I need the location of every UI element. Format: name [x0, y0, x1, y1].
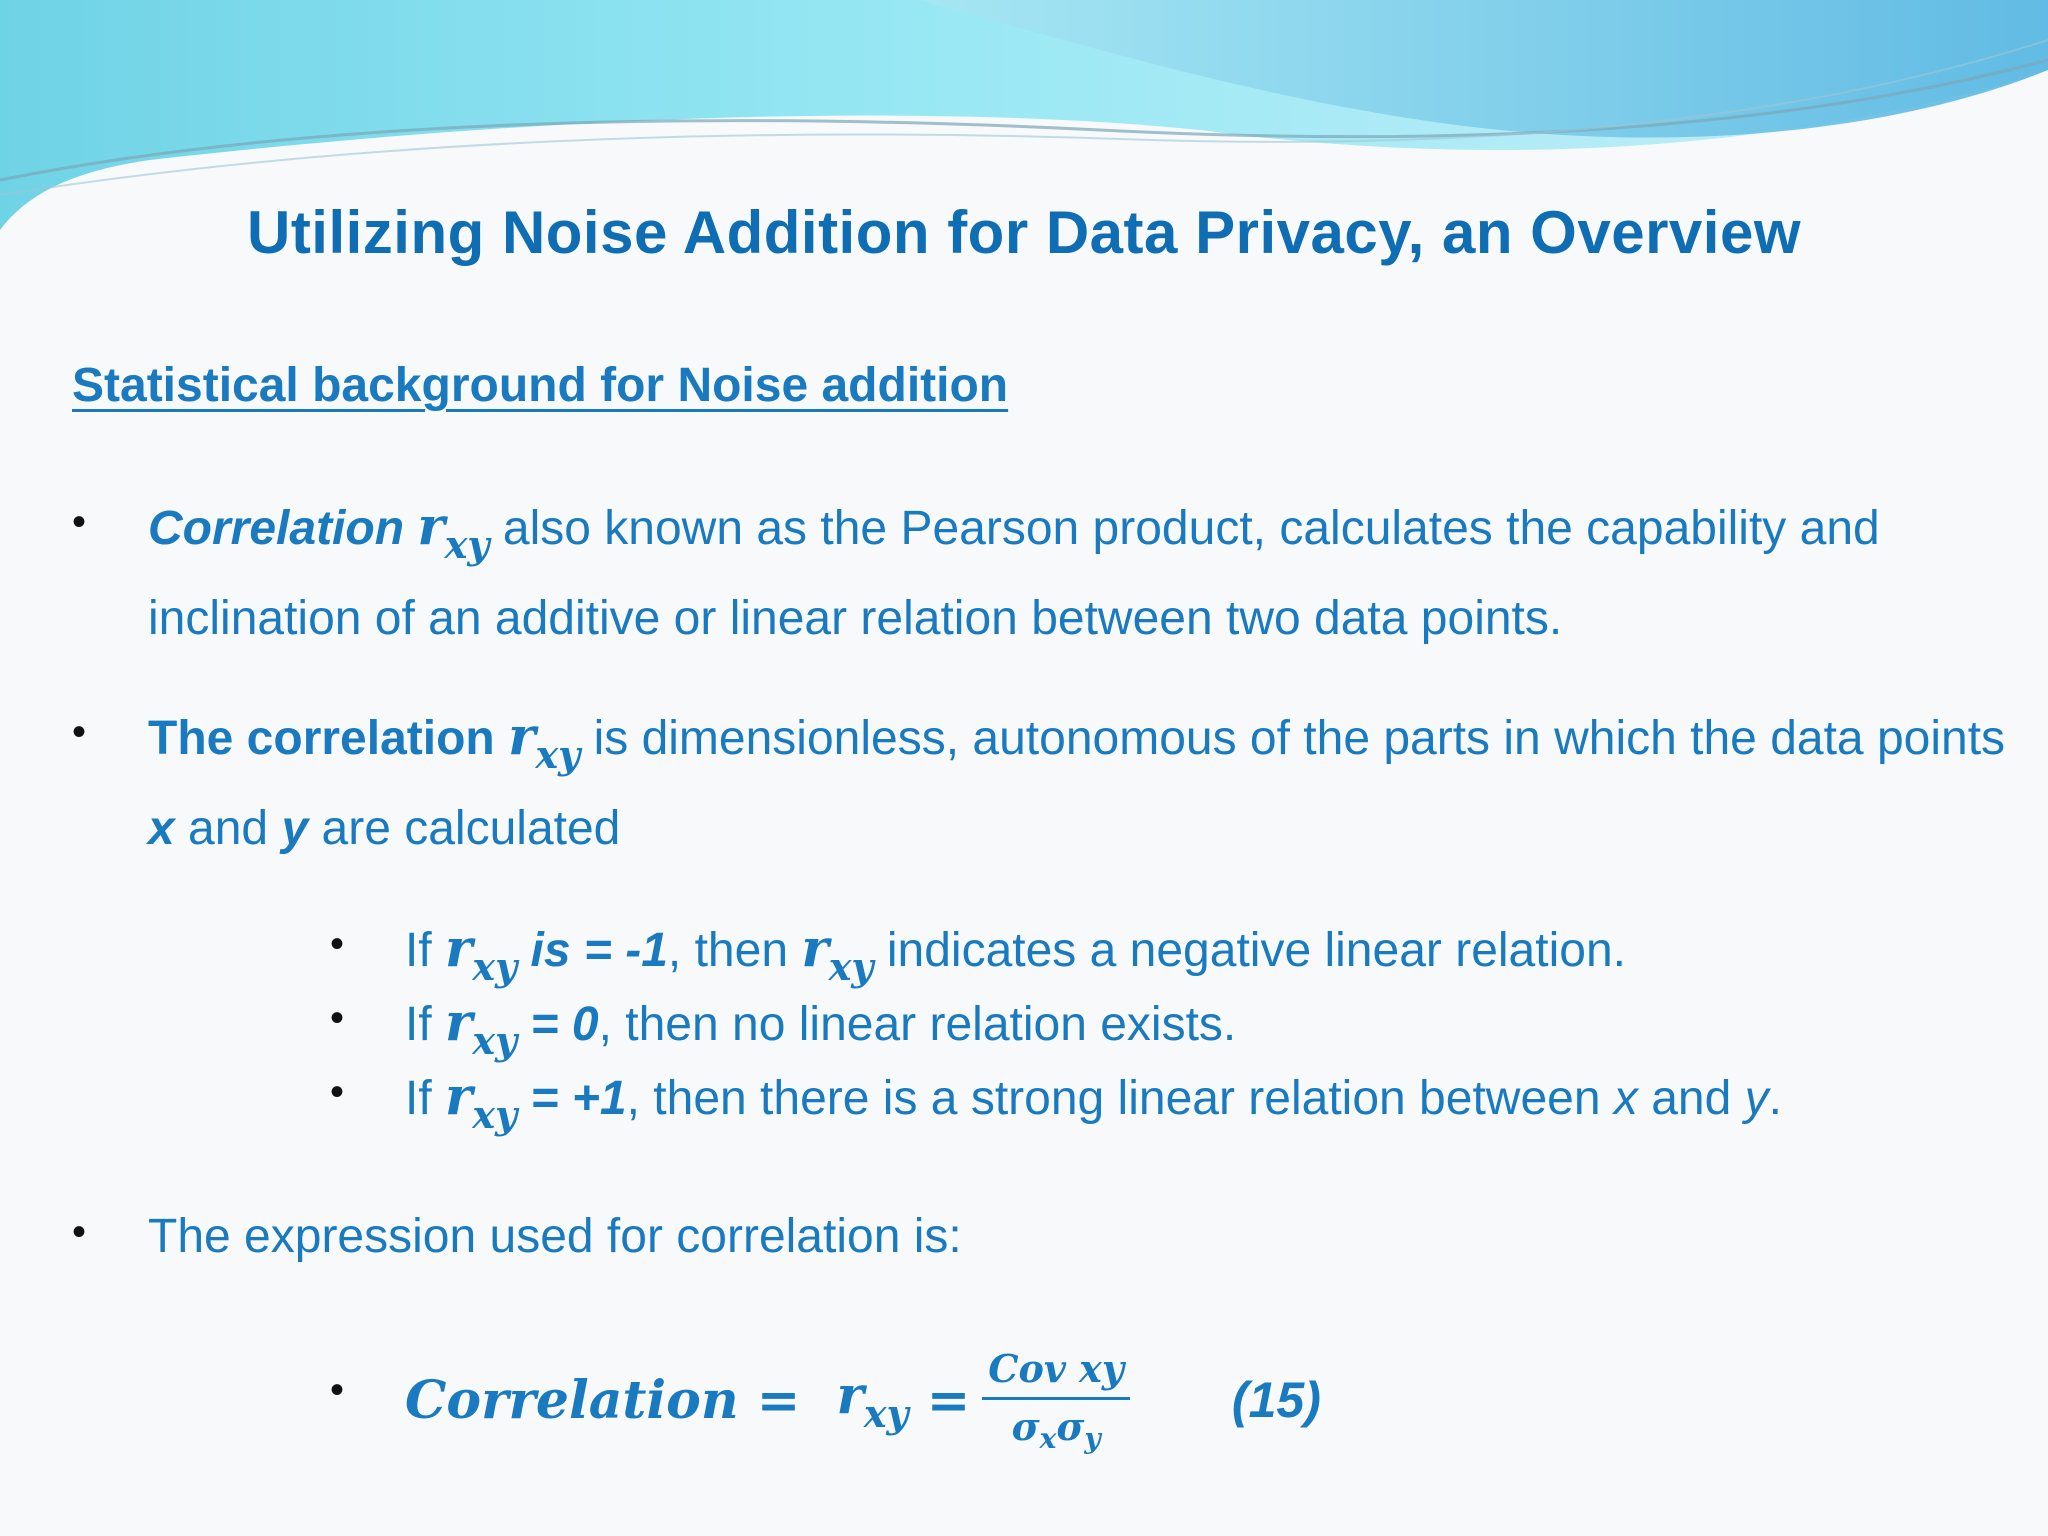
sub-bullet-negative: If $r_{xy}$ is = -1, then $r_{xy}$ indicates a negative linear relation.: [405, 918, 1626, 989]
bullet-expression: The expression used for correlation is:: [148, 1210, 962, 1263]
bullet-dot: •: [72, 710, 87, 754]
bullet-dot: •: [72, 500, 87, 544]
sub-bullet-dot: •: [330, 996, 345, 1040]
sub-bullet-dot: •: [330, 1070, 345, 1114]
bullet-correlation-definition: Correlation $r_{xy}$ also known as the Pearson product, calculates the capability and inclination of an additive or linear relation between two data points.: [148, 496, 1880, 645]
bullet-dot: •: [72, 1210, 87, 1254]
bullet-dimensionless: The correlation $r_{xy}$ is dimensionless, autonomous of the parts in which the data points x and y are calculated: [148, 706, 2006, 855]
equation-number: (15): [1231, 1372, 1321, 1428]
formula-fraction: $\frac{\text{Cov xy}}{\sigma_x\sigma_y}$: [982, 1346, 1130, 1455]
section-heading: Statistical background for Noise addition: [72, 359, 1009, 412]
sub-bullet-dot: •: [330, 922, 345, 966]
sub-bullet-zero: If $r_{xy} = 0$, then no linear relation exists.: [405, 992, 1237, 1063]
slide-title: Utilizing Noise Addition for Data Privacy, an Overview: [246, 199, 1801, 266]
math-r-xy: $r_{xy}$: [508, 706, 581, 777]
math-r-xy: $r_{xy}$: [417, 496, 490, 567]
sub-bullet-dot: •: [330, 1368, 345, 1412]
sub-bullet-positive: If $r_{xy} = +1$, then there is a strong linear relation between x and y.: [405, 1066, 1782, 1137]
correlation-formula: Correlation = $r_{xy}$ = $\frac{\text{Cov xy}}{\sigma_x\sigma_y}$ (15): [405, 1345, 1321, 1455]
